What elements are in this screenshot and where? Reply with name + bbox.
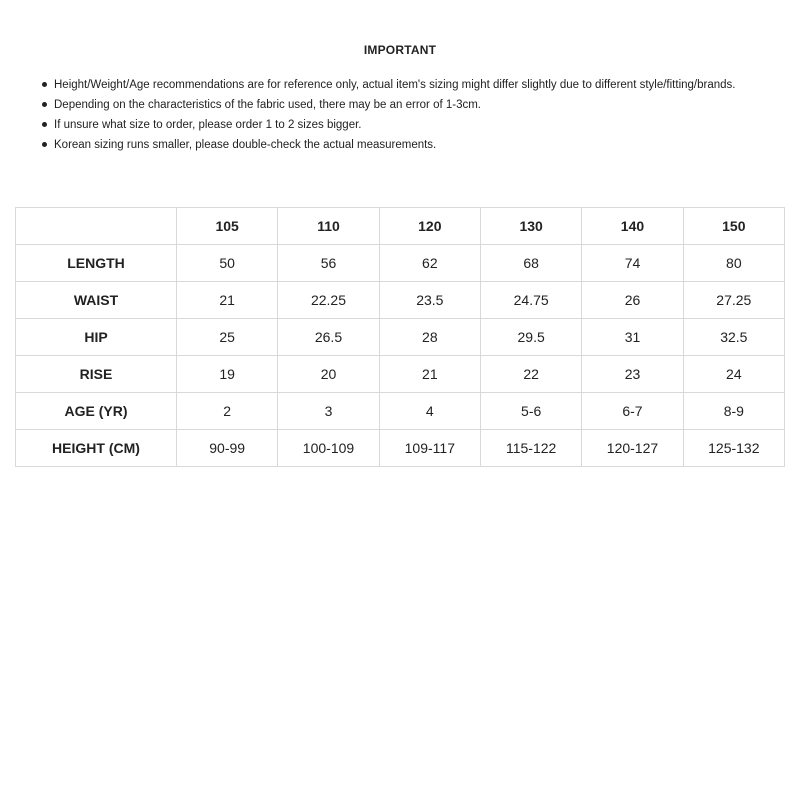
table-cell: 50 — [177, 245, 278, 282]
table-cell: 90-99 — [177, 430, 278, 467]
table-row-hip — [16, 319, 785, 356]
note-item: Height/Weight/Age recommendations are for reference only, actual item's sizing might differ slightly due to different style/fitting/brands. — [40, 75, 760, 95]
size-header-105: 105 — [177, 208, 278, 245]
table-cell: 115-122 — [480, 430, 581, 467]
table-cell: 62 — [379, 245, 480, 282]
table-cell: 74 — [582, 245, 683, 282]
table-cell: 3 — [278, 393, 379, 430]
table-cell: 22 — [480, 356, 581, 393]
table-cell: 80 — [683, 245, 784, 282]
table-cell: 125-132 — [683, 430, 784, 467]
table-cell: 22.25 — [278, 282, 379, 319]
table-cell: 31 — [582, 319, 683, 356]
table-cell: 24.75 — [480, 282, 581, 319]
table-cell: 56 — [278, 245, 379, 282]
table-cell: 19 — [177, 356, 278, 393]
table-row-height — [16, 430, 785, 467]
size-table — [15, 207, 785, 467]
size-header-140: 140 — [582, 208, 683, 245]
table-cell: 27.25 — [683, 282, 784, 319]
table-cell: 23.5 — [379, 282, 480, 319]
table-row-age — [16, 393, 785, 430]
table-cell: 23 — [582, 356, 683, 393]
row-label: LENGTH — [16, 245, 177, 282]
table-row-length — [16, 245, 785, 282]
important-heading: IMPORTANT — [363, 43, 437, 57]
table-cell: 29.5 — [480, 319, 581, 356]
table-cell: 120-127 — [582, 430, 683, 467]
table-cell: 100-109 — [278, 430, 379, 467]
row-label: HEIGHT (CM) — [16, 430, 177, 467]
table-row-rise — [16, 356, 785, 393]
row-label: WAIST — [16, 282, 177, 319]
table-cell: 109-117 — [379, 430, 480, 467]
size-header-130: 130 — [480, 208, 581, 245]
notes-list — [40, 75, 760, 155]
table-cell: 28 — [379, 319, 480, 356]
size-header-120: 120 — [379, 208, 480, 245]
note-item: Depending on the characteristics of the fabric used, there may be an error of 1-3cm. — [40, 95, 760, 115]
table-cell: 20 — [278, 356, 379, 393]
table-cell: 6-7 — [582, 393, 683, 430]
table-cell: 8-9 — [683, 393, 784, 430]
size-header-150: 150 — [683, 208, 784, 245]
row-label: RISE — [16, 356, 177, 393]
table-cell: 21 — [379, 356, 480, 393]
note-item: If unsure what size to order, please order 1 to 2 sizes bigger. — [40, 115, 760, 135]
corner-cell — [16, 208, 177, 245]
table-cell: 26 — [582, 282, 683, 319]
table-cell: 26.5 — [278, 319, 379, 356]
table-cell: 21 — [177, 282, 278, 319]
table-row-waist — [16, 282, 785, 319]
size-header-110: 110 — [278, 208, 379, 245]
table-cell: 24 — [683, 356, 784, 393]
row-label: AGE (YR) — [16, 393, 177, 430]
table-cell: 25 — [177, 319, 278, 356]
table-cell: 5-6 — [480, 393, 581, 430]
note-item: Korean sizing runs smaller, please double-check the actual measurements. — [40, 135, 760, 155]
table-cell: 32.5 — [683, 319, 784, 356]
size-header-row — [16, 208, 785, 245]
table-cell: 4 — [379, 393, 480, 430]
table-cell: 2 — [177, 393, 278, 430]
table-cell: 68 — [480, 245, 581, 282]
row-label: HIP — [16, 319, 177, 356]
